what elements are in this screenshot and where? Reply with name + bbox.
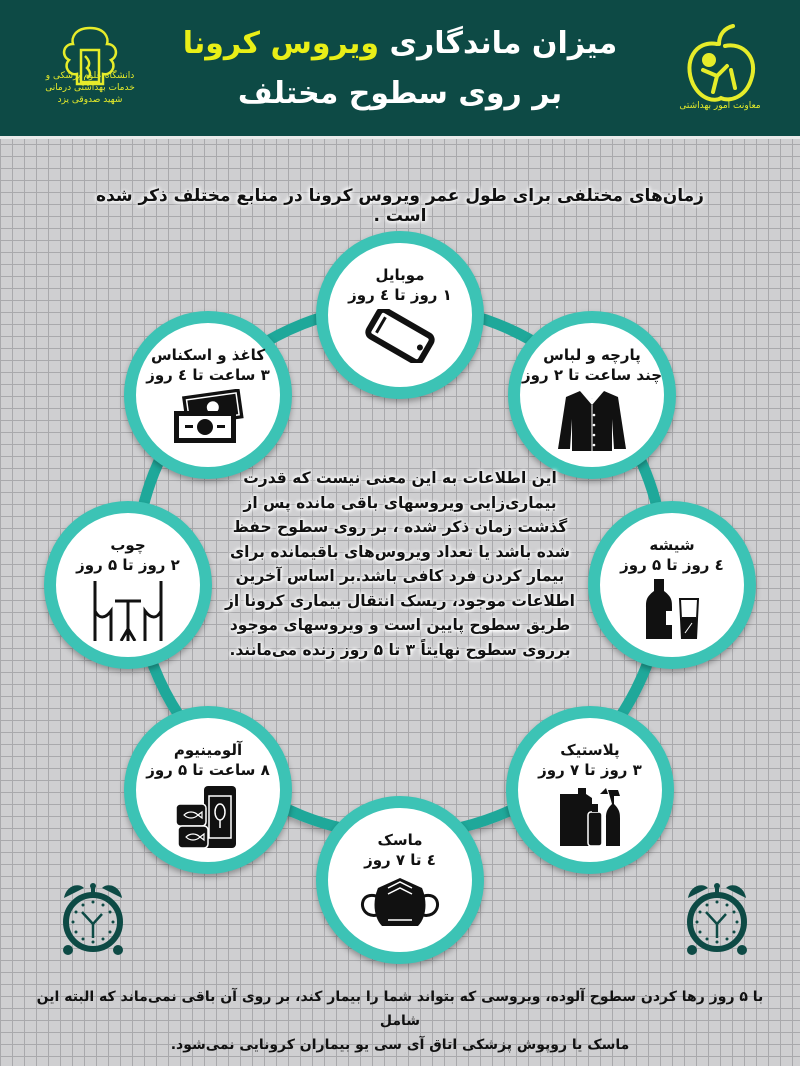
surface-node-paper [124, 311, 292, 479]
intro-subtitle: زمان‌های مختلفی برای طول عمر ویروس کرونا در منابع مختلف ذکر شده است . [96, 186, 704, 226]
university-logo-caption: دانشگاه علوم پزشکی و خدمات بهداشتی درمانی شهید صدوقی یزد [45, 71, 135, 105]
wooden-furniture-icon [83, 579, 173, 641]
surface-duration: ۸ ساعت تا ۵ روز [146, 761, 270, 779]
mobile-phone-icon [360, 309, 440, 363]
surface-name: ماسک [377, 831, 423, 849]
footer-line1: با ۵ روز رها کردن سطوح آلوده، ویروسی که بتواند شما را بیمار کند، بر روی آن باقی نمی‌ماند که البته این شامل [36, 989, 764, 1029]
plastic-bottles-icon [550, 784, 630, 846]
surface-duration: ۲ روز تا ۵ روز [76, 556, 180, 574]
footer-line2: ماسک یا روپوش پزشکی اتاق آی سی یو بیماران کرونایی نمی‌شود. [170, 1037, 630, 1053]
surface-duration: ۳ روز تا ۷ روز [538, 761, 642, 779]
page-title-line1 [150, 22, 650, 66]
surface-node-glass [588, 501, 756, 669]
surface-duration: ٤ روز تا ۵ روز [620, 556, 724, 574]
surface-duration: ٤ تا ۷ روز [364, 851, 436, 869]
footer-note [30, 985, 770, 1057]
surface-name: پارچه و لباس [543, 346, 641, 364]
alarm-clock-icon [60, 880, 126, 956]
surface-name: موبایل [375, 266, 425, 284]
surface-node-mask [316, 796, 484, 964]
surface-name: چوب [110, 536, 146, 554]
title-text: میزان ماندگاری [389, 26, 618, 61]
face-mask-icon [350, 874, 450, 930]
surface-node-aluminium [124, 706, 292, 874]
health-deputy-caption: معاونت امور بهداشتی [679, 101, 761, 111]
header-banner [0, 0, 800, 139]
surface-name: شیشه [649, 536, 695, 554]
surface-duration: ۱ روز تا ٤ روز [348, 286, 452, 304]
center-explanation-text: این اطلاعات به این معنی نیست که قدرت بیماری‌زایی ویروسهای باقی مانده پس از گذشت زمان ذکر شده ، بر روی سطوح حفظ شده باشد یا تعداد ویروس‌های باقیمانده برای بیمار کردن فرد کافی باشد.بر اساس آخرین اطلاعات موجود، ریسک انتقال بیماری کرونا از طریق سطوح پایین است و ویروسهای موجود برروی سطوح نهایتاً ۳ تا ۵ روز زنده می‌مانند. [224, 469, 575, 659]
surface-node-mobile [316, 231, 484, 399]
surface-duration: ۳ ساعت تا ٤ روز [146, 366, 270, 384]
title-highlight: ویروس کرونا [182, 26, 380, 61]
surface-node-plastic [506, 706, 674, 874]
alarm-clock-icon [684, 880, 750, 956]
surface-duration: چند ساعت تا ۲ روز [521, 366, 663, 384]
jacket-icon [552, 389, 632, 451]
page-title-line2: بر روی سطوح مختلف [237, 76, 563, 111]
surface-node-wood [44, 501, 212, 669]
glass-bottle-icon [632, 579, 712, 639]
surface-name: کاغذ و اسکناس [150, 346, 266, 364]
surface-node-clothing [508, 311, 676, 479]
banknotes-icon [168, 389, 248, 445]
surface-name: پلاستیک [560, 741, 620, 759]
surface-name: آلومینیوم [173, 741, 243, 759]
cans-icon [168, 784, 248, 850]
